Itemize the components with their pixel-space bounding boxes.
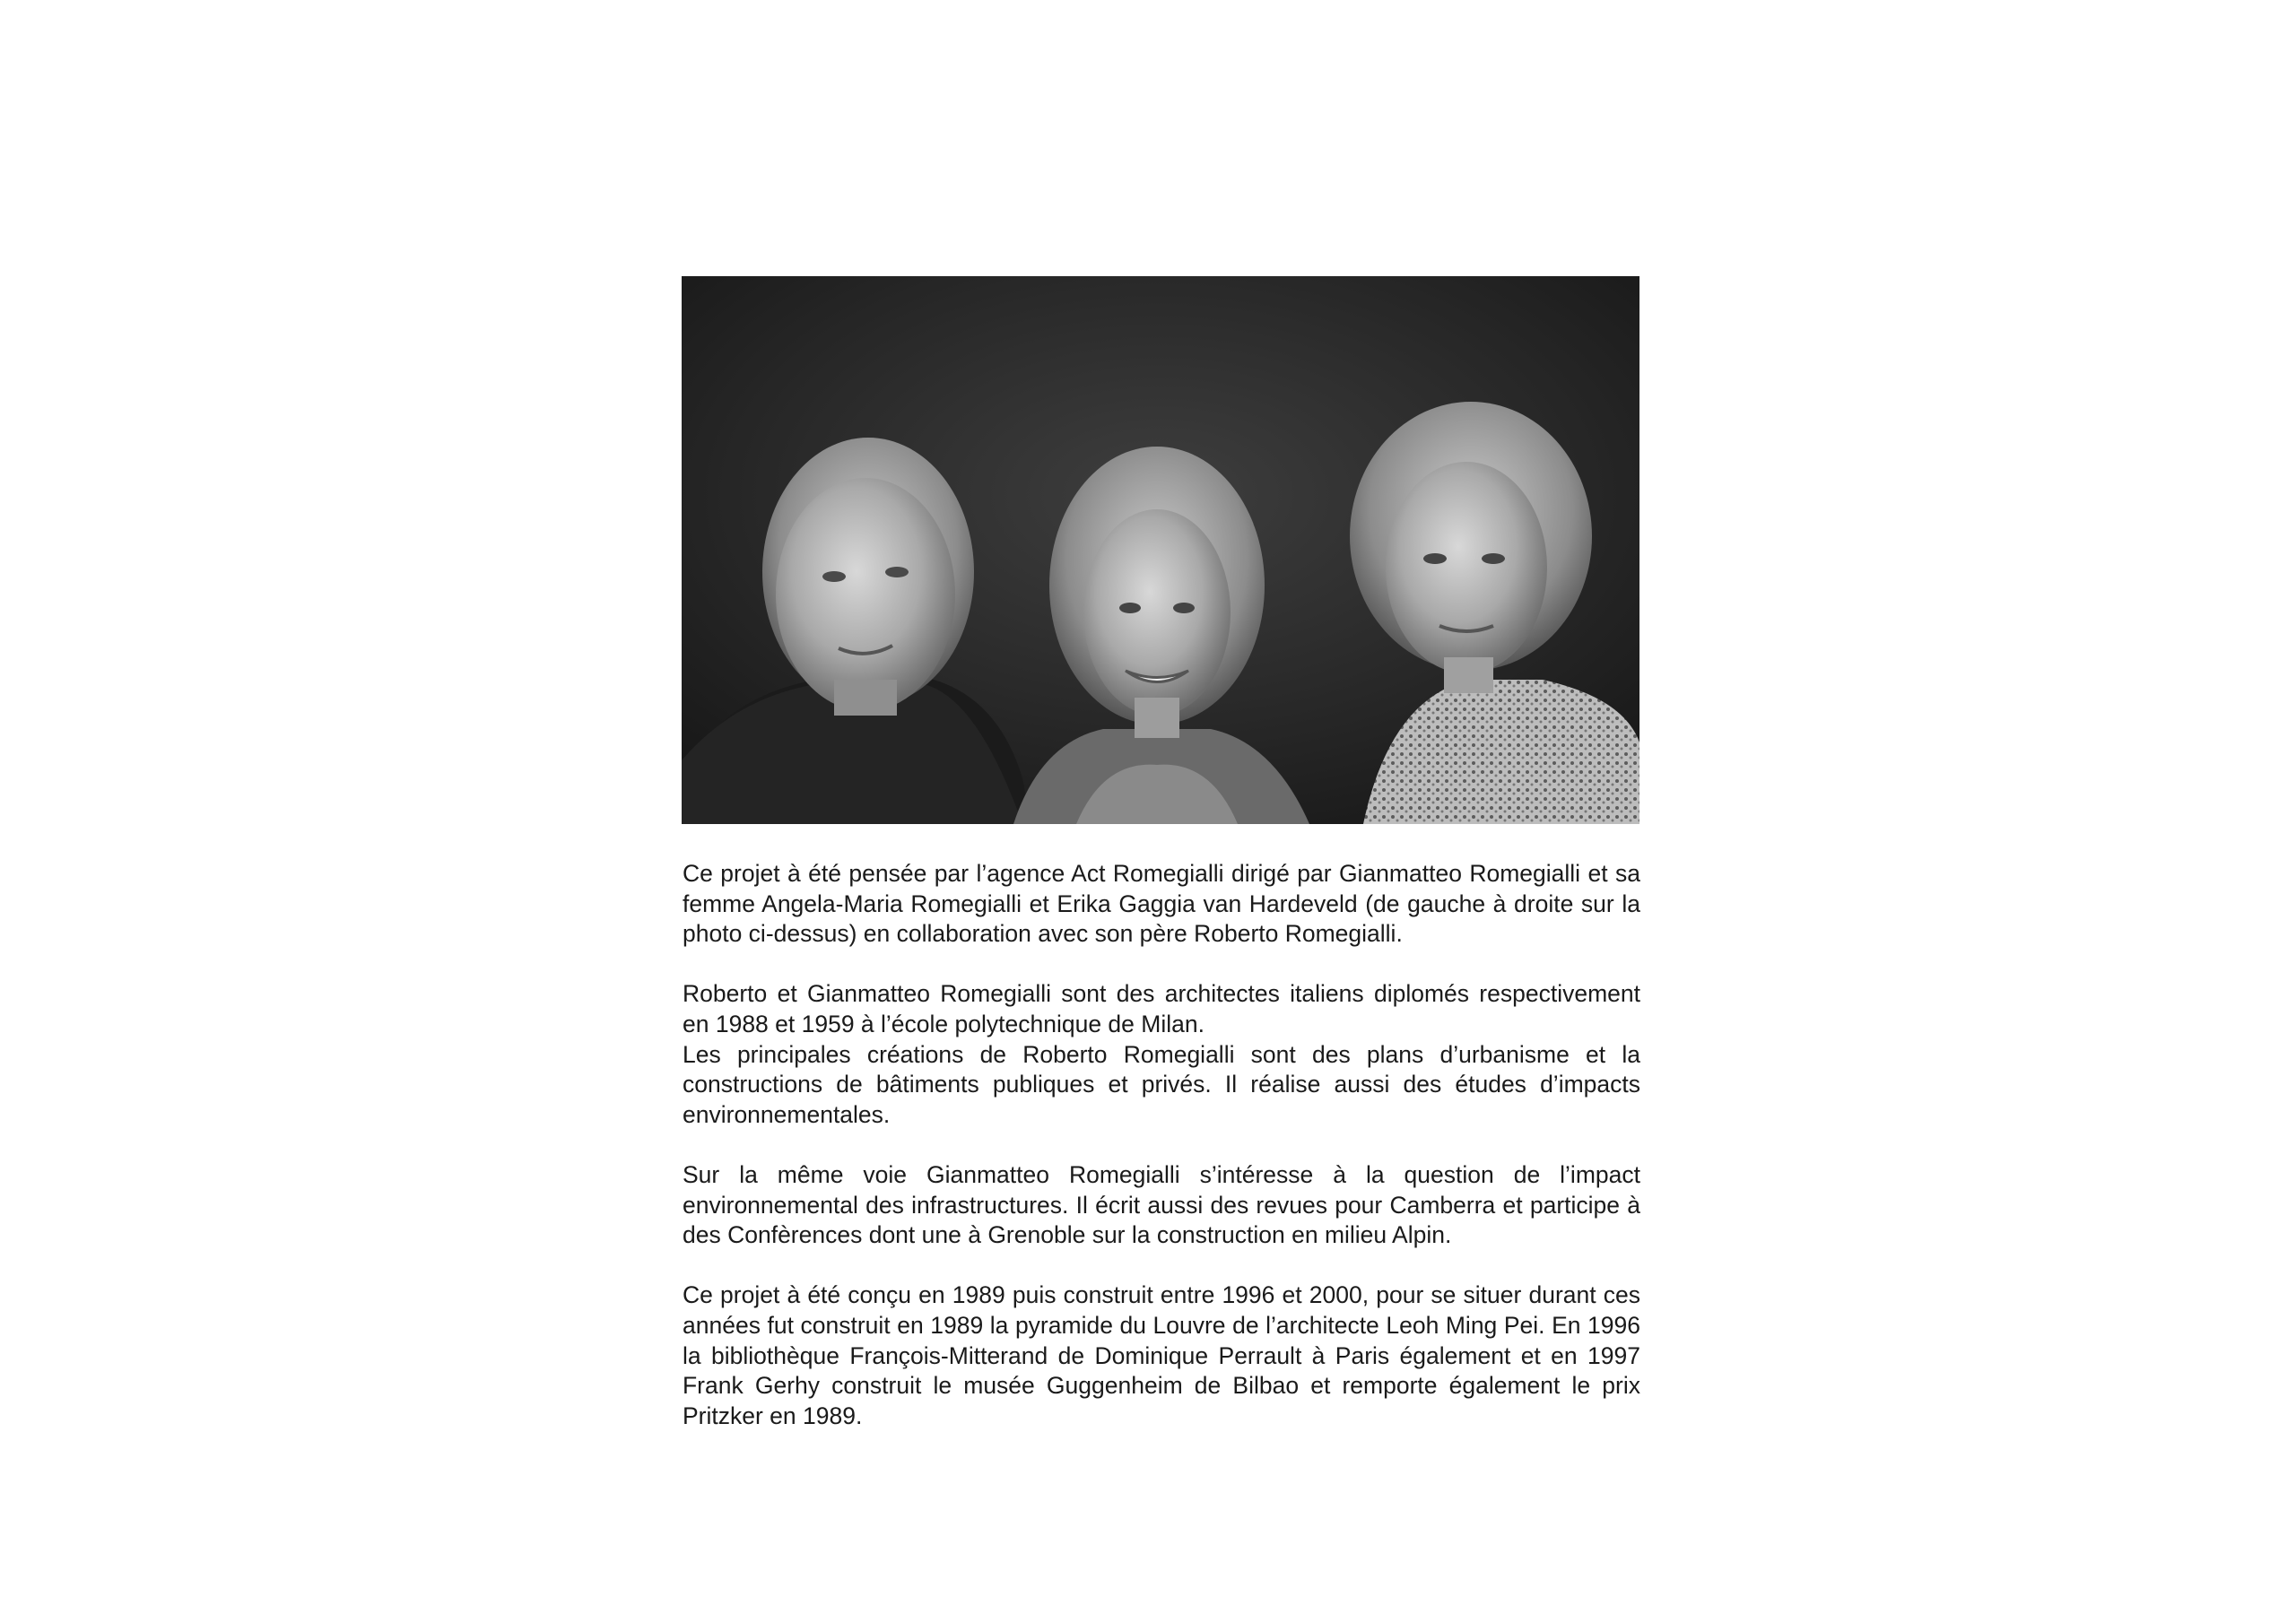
paragraph-authors: Ce projet à été pensée par l’agence Act Romegialli dirigé par Gianmatteo Romegialli et sa femme Angela-Maria Romegialli et Erika Gaggia van Hardeveld (de gauche à droite sur la photo ci-dessus) en collaboration avec son père Roberto Romegialli.	[683, 860, 1640, 948]
paragraph-architects: Roberto et Gianmatteo Romegialli sont des architectes italiens diplomés respectivement en 1988 et 1959 à l’école polytechnique de Milan.	[683, 980, 1640, 1037]
paragraph-gianmatteo: Sur la même voie Gianmatteo Romegialli s’intéresse à la question de l’impact environnemental des infrastructures. Il écrit aussi des revues pour Camberra et participe à des Confèrences dont une à Grenoble sur la construction en milieu Alpin.	[683, 1160, 1640, 1249]
paragraph-context: Ce projet à été conçu en 1989 puis construit entre 1996 et 2000, pour se situer durant ces années fut construit en 1989 la pyramide du Louvre de l’architecte Leoh Ming Pei. En 1996 la bibliothèque François-Mitterand de Dominique Perrault à Paris également et en 1997 Frank Gerhy construit le musée Guggenheim de Bilbao et remporte également le prix Pritzker en 1989.	[683, 1281, 1640, 1429]
portrait-photo	[682, 276, 1639, 824]
portrait-photo-icon	[682, 276, 1639, 824]
paragraph-roberto-works: Les principales créations de Roberto Romegialli sont des plans d’urbanisme et la constructions de bâtiments publiques et privés. Il réalise aussi des études d’impacts environnementales.	[683, 1040, 1640, 1128]
body-text	[683, 859, 1640, 1462]
